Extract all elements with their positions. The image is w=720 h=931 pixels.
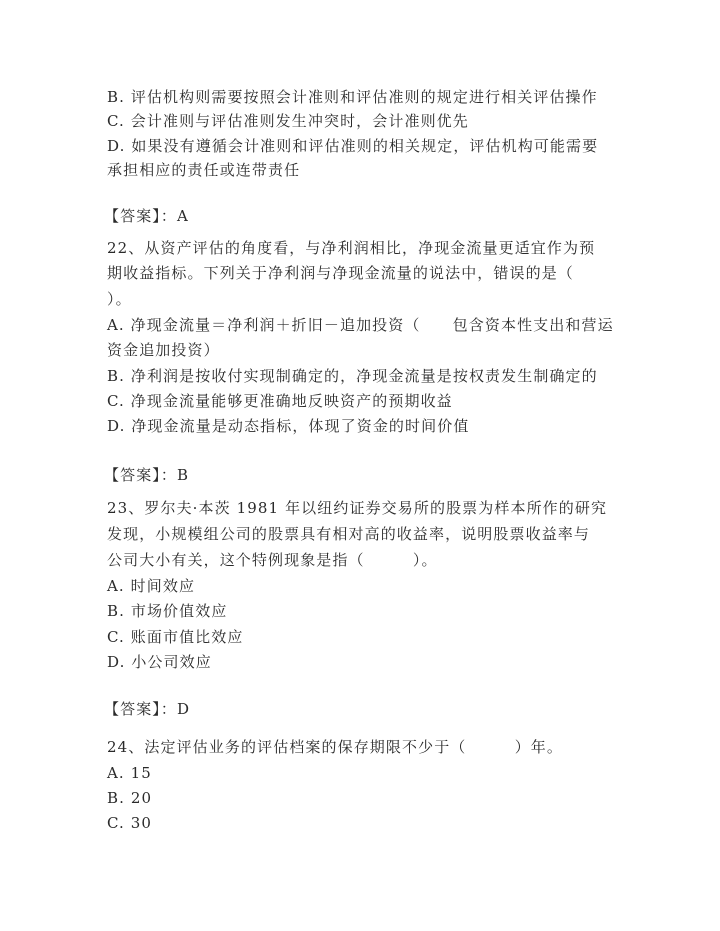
q21-option-c: C. 会计准则与评估准则发生冲突时，会计准则优先 (107, 112, 469, 130)
q23-option-b: B. 市场价值效应 (107, 602, 228, 620)
q22-option-c: C. 净现金流量能够更准确地反映资产的预期收益 (107, 392, 453, 410)
q22-option-a: A. 净现金流量＝净利润＋折旧－追加投资（ 包含资本性支出和营运 (107, 316, 614, 334)
q22-option-d: D. 净现金流量是动态指标，体现了资金的时间价值 (107, 417, 470, 435)
q23-option-d: D. 小公司效应 (107, 653, 212, 671)
q22-answer: 【答案】：B (104, 466, 190, 484)
q23-option-c: C. 账面市值比效应 (107, 628, 244, 646)
q22-stem-cont: 期收益指标。下列关于净利润与净现金流量的说法中，错误的是（ (107, 264, 574, 282)
q21-option-b: B. 评估机构则需要按照会计准则和评估准则的规定进行相关评估操作 (107, 88, 598, 106)
q23-answer: 【答案】：D (104, 700, 191, 718)
q24-option-a: A. 15 (107, 764, 152, 782)
q22-option-b: B. 净利润是按收付实现制确定的，净现金流量是按权责发生制确定的 (107, 367, 598, 385)
q23-stem-end: 公司大小有关，这个特例现象是指（ ）。 (107, 551, 438, 569)
q22-stem: 22、从资产评估的角度看，与净利润相比，净现金流量更适宜作为预 (107, 239, 596, 257)
q23-option-a: A. 时间效应 (107, 577, 196, 595)
q21-option-d-cont: 承担相应的责任或连带责任 (107, 161, 301, 179)
q22-stem-end: ）。 (107, 290, 132, 308)
q23-stem-cont: 发现，小规模组公司的股票具有相对高的收益率，说明股票收益率与 (107, 525, 591, 543)
q21-option-d: D. 如果没有遵循会计准则和评估准则的相关规定，评估机构可能需要 (107, 137, 599, 155)
q24-option-c: C. 30 (107, 814, 153, 832)
q23-stem: 23、罗尔夫·本茨 1981 年以纽约证券交易所的股票为样本所作的研究 (107, 499, 608, 517)
q21-answer: 【答案】：A (104, 207, 189, 225)
q24-option-b: B. 20 (107, 789, 153, 807)
q22-option-a-cont: 资金追加投资） (107, 341, 220, 359)
q24-stem: 24、法定评估业务的评估档案的保存期限不少于（ ）年。 (107, 738, 563, 756)
